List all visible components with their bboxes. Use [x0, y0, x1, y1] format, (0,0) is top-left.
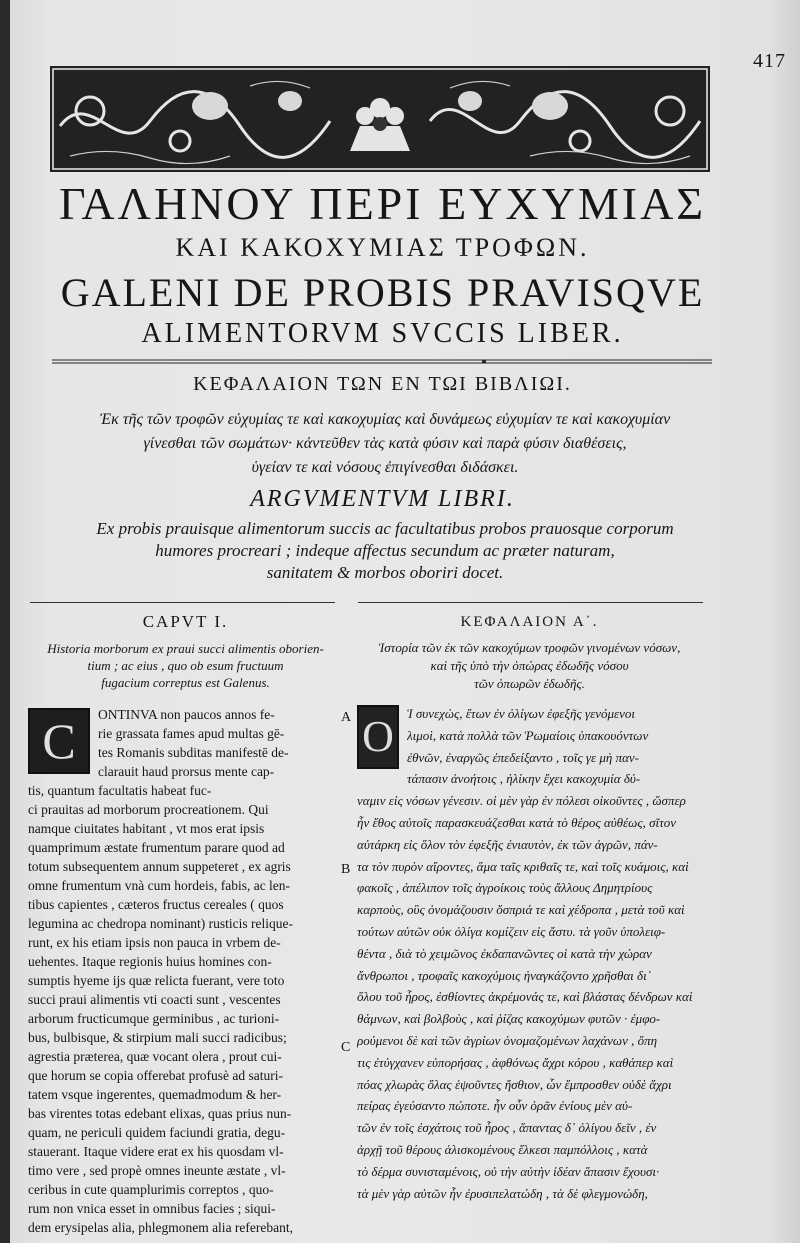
text-line: ceribus in cute quamplurimis correptos , quo-: [28, 1182, 274, 1197]
text-line: ἦν ἔθος αὐτοῖς παρασκευάζεσθαι κατὰ τὸ θέρος αὐθέως, σῖτον: [357, 814, 677, 830]
margin-letter-b: B: [341, 862, 351, 877]
greek-summary-line: γίνεσθαι τῶν σωμάτων· κἀντεῦθεν τὰς κατὰ φύσιν καὶ παρὰ φύσιν διαθέσεις,: [143, 435, 627, 452]
text-line: φακοῖς , ἀπέλιπον τοῖς ἀγροίκοις τοὺς ἄλλους Δημητρίους: [357, 880, 653, 896]
text-line: τῶν ἐν τοῖς ἐσχάτοις τοῦ ἦρος , ἅπαντας δ᾽ ὀλίγου δεῖν , ἐν: [357, 1120, 657, 1136]
text-line: totum subsequentem annum suppeteret , ex agris: [28, 859, 291, 874]
text-line: rie grassata fames apud multas gē-: [98, 726, 285, 741]
text-line: λιμοὶ, κατὰ πολλὰ τῶν Ῥωμαίοις ὑπακουόντων: [407, 727, 649, 743]
argument-heading: ARGVMENTVM LIBRI.: [250, 486, 515, 512]
binding-gutter: [0, 0, 10, 1243]
text-line: αὐτάρκη εἰς ὅλον τὸν ἐφεξῆς ἐνιαυτὸν, ἐκ τῶν ἀγρῶν, πάν-: [357, 836, 658, 852]
title-latin-line-1: GALENI DE PROBIS PRAVISQVE: [60, 270, 705, 315]
text-line: ἄνθρωποι , τροφαῖς κακοχύμοις ἠναγκάζοντο χρῆσθαι δι᾽: [357, 967, 652, 983]
chapter-summary-line: fugacium correptus est Galenus.: [101, 675, 270, 690]
text-line: πείρας ἐγεύσαντο πώποτε. ἦν οὖν ὁρᾶν ἐνίους μὲν αὐ-: [357, 1098, 633, 1114]
greek-column: [357, 606, 702, 1204]
greek-summary: [55, 408, 715, 480]
margin-letter-a: A: [341, 710, 352, 725]
text-line: omne frumentum vnà cum hordeis, fabis, ac len-: [28, 878, 291, 893]
title-block: [50, 178, 715, 352]
title-divider: [52, 358, 712, 365]
text-line: θάμνων, καὶ βολβοὺς , καὶ ῥίζας κακοχύμων φυτῶν · ἐμφο-: [357, 1011, 661, 1027]
chapter-summary-line: Ἱστορία τῶν ἐκ τῶν κακοχύμων τροφῶν γινομένων νόσων,: [378, 640, 681, 655]
chapter-summary-line: Historia morborum ex praui succi alimentis oborien-: [47, 641, 324, 656]
greek-summary-line: ὑγείαν τε καὶ νόσους ἐπιγίνεσθαι διδάσκει.: [251, 459, 519, 476]
margin-letter-c: C: [341, 1040, 351, 1055]
text-line: arborum fructicumque germinibus , ac turioni-: [28, 1011, 280, 1026]
text-line: τα τὸν πυρὸν αἴροντες, ἅμα ταῖς κριθαῖς τε, καὶ τοῖς κυάμοις, καὶ: [357, 858, 689, 874]
text-line: ναμιν εἰς νόσων γένεσιν. οἱ μὲν γὰρ ἐν πόλεσι οἰκοῦντες , ὥσπερ: [357, 793, 686, 809]
right-column-rule: [358, 602, 703, 603]
text-line: τὰ μὲν γὰρ αὐτῶν ἦν ἐρυσιπελατώδη , τὰ δὲ φλεγμονώδη,: [357, 1185, 648, 1201]
text-line: τις ἐτύγχανεν εὐπορήσας , ἀφθόνως ἄχρι κόρου , καθάπερ καὶ: [357, 1054, 674, 1070]
chapter-heading-latin: CAPVT I.: [142, 612, 229, 631]
text-line: stauerant. Itaque videre erat ex his quosdam vl-: [28, 1144, 284, 1159]
title-greek-line-1: ΓΑΛΗΝΟΥ ΠΕΡΙ ΕΥΧΥΜΙΑΣ: [58, 178, 707, 229]
text-line: uehentes. Itaque regionis huius homines con-: [28, 954, 272, 969]
title-latin-line-2: ALIMENTORVM SVCCIS LIBER.: [141, 318, 624, 349]
greek-body-text: [357, 703, 702, 1204]
latin-column: [28, 606, 343, 1237]
page-number: 417: [753, 50, 786, 72]
text-line: Ἱ συνεχὼς, ἔτων ἐν ὀλίγων ἐφεξῆς γενόμενοι: [407, 706, 635, 721]
text-line: quamprimum æstate frumentum parare quod ad: [28, 840, 285, 855]
text-line: agrestia præterea, quæ vocant olera , prout cui-: [28, 1049, 282, 1064]
text-line: bas virentes totas edebant elixas, quas prius nun-: [28, 1106, 292, 1121]
text-line: θέντα , διὰ τὸ χειμῶνος ἐκδαπανῶντες οἱ κατὰ τὴν χώραν: [357, 945, 652, 961]
text-line: dem erysipelas alia, phlegmonem alia referebant,: [28, 1220, 294, 1235]
text-line: καρποὺς, οὓς ὀνομάζουσιν ὄσπριά τε καὶ χέδροπα , μετὰ τοῦ καὶ: [357, 902, 685, 918]
text-line: ci prauitas ad morborum procreationem. Qui: [28, 802, 269, 817]
decorated-initial-c: C: [28, 708, 90, 774]
contents-heading: ΚΕΦΑΛΑΙΟΝ ΤΩΝ ΕΝ ΤΩΙ ΒΙΒΛΙΩΙ.: [193, 373, 572, 395]
text-line: tibus capientes , cæteros fructus cereales ( quos: [28, 897, 284, 912]
text-line: succi praui alimentis vti coacti sunt , vescentes: [28, 992, 281, 1007]
text-line: clarauit haud prorsus mente cap-: [98, 764, 275, 779]
text-line: τάπασιν ἀνοήτοις , ἡλίκην ἔχει κακοχυμία δύ-: [407, 771, 641, 787]
text-line: timo vere , sed propè omnes ineunte æstate , vl-: [28, 1163, 286, 1178]
text-line: rum non vnica esset in omnibus facies ; siqui-: [28, 1201, 276, 1216]
text-line: ρούμενοι δὲ καὶ τῶν ἀγρίων ὀνομαζομένων λαχάνων , ὅπη: [357, 1032, 658, 1048]
text-line: ἀρχῇ τοῦ θέρους ἁλισκομένους ἕλκεσι παμπόλλοις , κατὰ: [357, 1141, 648, 1157]
chapter-summary-line: tium ; ac eius , quo ob esum fructuum: [87, 658, 284, 673]
text-line: tatem vsque ingerentes, quemadmodum & her-: [28, 1087, 282, 1102]
title-greek-line-2: ΚΑΙ ΚΑΚΟΧΥΜΙΑΣ ΤΡΟΦΩΝ.: [175, 233, 590, 262]
text-line: τὸ δέρμα συνισταμένοις, οὐ τὴν αὐτὴν ἰδέαν ἅπασιν ἔχουσι·: [357, 1163, 660, 1179]
left-column-rule: [30, 602, 335, 603]
text-line: ἐθνῶν, ἐναργῶς ἐπεδείξαντο , τοῖς γε μὴ παν-: [407, 749, 640, 765]
text-line: quam, ne periculi quidem faciundi gratia, degu-: [28, 1125, 286, 1140]
latin-summary-line: humores procreari ; indeque affectus secundum ac præter naturam,: [155, 541, 615, 560]
ornamental-headpiece: [50, 66, 710, 172]
text-line: ὅλου τοῦ ἦρος, ἐσθίοντες ἀκρέμονάς τε, καὶ βλάστας δένδρων καὶ: [357, 989, 693, 1005]
text-line: legumina ac chedropa nominant) rusticis relique-: [28, 916, 294, 931]
text-line: τούτων αὐτῶν οὐκ ὀλίγα κομίζειν εἰς ἄστυ. τὰ γοῦν ὑπολειφ-: [357, 923, 666, 939]
text-line: ONTINVA non paucos annos fe-: [98, 707, 275, 722]
text-line: πόας χλωρὰς ὅλας ἑψοῦντες ἤσθιον, ὧν ἔμπροσθεν οὐδὲ ἄχρι: [357, 1076, 672, 1092]
decorated-initial-omicron: Ο: [357, 705, 399, 769]
latin-summary-line: sanitatem & morbos oboriri docet.: [266, 563, 504, 582]
latin-summary-line: Ex probis prauisque alimentorum succis ac facultatibus probos prauosque corporum: [96, 519, 674, 538]
chapter-summary-latin: [28, 640, 343, 691]
latin-summary: [60, 518, 710, 584]
text-line: tes Romanis subditas manifestē de-: [98, 745, 289, 760]
greek-summary-line: Ἐκ τῆς τῶν τροφῶν εὐχυμίας τε καὶ κακοχυμίας καὶ δυνάμεως εὐχυμίαν τε καὶ κακοχυμίαν: [99, 411, 671, 428]
text-line: bus, bulbisque, & stirpium mali succi radicibus;: [28, 1030, 287, 1045]
chapter-summary-line: τῶν ὀπωρῶν ἐδωδῆς.: [474, 676, 585, 691]
text-line: sumptis hyeme ijs quæ relicta fuerant, vere toto: [28, 973, 285, 988]
chapter-summary-greek: [357, 639, 702, 693]
text-line: que horum se copia offerebat profusè ad saturi-: [28, 1068, 284, 1083]
text-line: tis, quantum facultatis habeat fuc-: [28, 783, 212, 798]
chapter-summary-line: καὶ τῆς ὑπὸ τὴν ὀπώρας ἐδωδῆς νόσου: [430, 658, 629, 673]
text-line: namque ciuitates habitant , vt mos erat ipsis: [28, 821, 265, 836]
text-line: runt, ex his etiam ipsis non pauca in vrbem de-: [28, 935, 281, 950]
chapter-heading-greek: ΚΕΦΑΛΑΙΟΝ Α΄.: [460, 614, 599, 630]
latin-body-text: [28, 705, 343, 1237]
